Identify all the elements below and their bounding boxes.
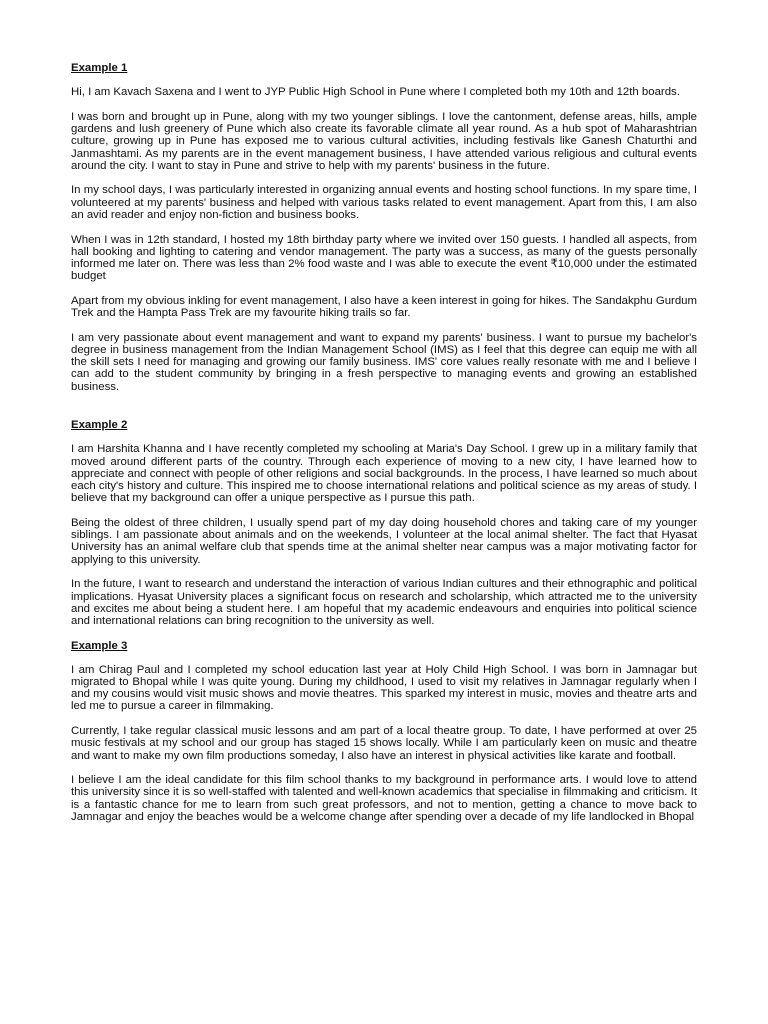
example-2-section xyxy=(71,419,697,627)
example-3-paragraph-1: I am Chirag Paul and I completed my school education last year at Holy Child High School. I was born in Jamnagar but migrated to Bhopal while I was quite young. During my childhood, I used to visit my relatives in Jamnagar regularly when I and my cousins would visit music shows and movie theatres. This sparked my interest in music, movies and theatre arts and led me to pursue a career in filmmaking. xyxy=(71,663,697,713)
example-1-section xyxy=(71,62,697,393)
example-1-paragraph-3: In my school days, I was particularly interested in organizing annual events and hosting school functions. In my spare time, I volunteered at my parents' business and helped with various tasks related to event management. Apart from this, I am also an avid reader and enjoy non-fiction and business books. xyxy=(71,184,697,221)
example-3-section xyxy=(71,640,697,823)
document-page xyxy=(71,62,697,836)
example-1-paragraph-2: I was born and brought up in Pune, along with my two younger siblings. I love the cantonment, defense areas, hills, ample gardens and lush greenery of Pune which also create its favorable climate all year round. As a hub spot of Maharashtrian culture, growing up in Pune has exposed me to various cultural activities, including festivals like Ganesh Chaturthi and Janmashtami. As my parents are in the event management business, I have attended various religious and cultural events around the city. I want to stay in Pune and strive to help with my parents' business in the future. xyxy=(71,110,697,172)
example-2-paragraph-3: In the future, I want to research and understand the interaction of various Indian cultures and their ethnographic and political implications. Hyasat University places a significant focus on research and scholarship, which attracted me to the university and excites me about being a student here. I am hopeful that my academic endeavours and enquiries into political science and international relations can bring recognition to the university as well. xyxy=(71,578,697,627)
example-1-heading: Example 1 xyxy=(71,62,128,74)
example-1-paragraph-4: When I was in 12th standard, I hosted my 18th birthday party where we invited over 150 guests. I handled all aspects, from hall booking and lighting to catering and vendor management. The party was a success, as many of the guests personally informed me later on. There was less than 2% food waste and I was able to execute the event ₹10,000 under the estimated budget xyxy=(71,233,697,283)
example-1-paragraph-6: I am very passionate about event management and want to expand my parents' business. I want to pursue my bachelor's degree in business management from the Indian Management School (IMS) as I feel that this degree can equip me with all the skill sets I need for managing and growing our family business. IMS' core values really resonate with me and I believe I can add to the student community by bringing in a fresh perspective to managing events and growing an established business. xyxy=(71,331,697,393)
example-1-paragraph-1: Hi, I am Kavach Saxena and I went to JYP Public High School in Pune where I completed both my 10th and 12th boards. xyxy=(71,86,680,99)
example-1-paragraph-5: Apart from my obvious inkling for event management, I also have a keen interest in going for hikes. The Sandakphu Gurdum Trek and the Hampta Pass Trek are my favourite hiking trails so far. xyxy=(71,294,697,320)
example-2-heading: Example 2 xyxy=(71,419,128,432)
example-3-paragraph-3: I believe I am the ideal candidate for this film school thanks to my background in performance arts. I would love to attend this university since it is so well-staffed with talented and well-known academics that specialise in filmmaking and criticism. It is a fantastic chance for me to learn from such great professors, and not to mention, getting a chance to move back to Jamnagar and enjoy the beaches would be a welcome change after spending over a decade of my life landlocked in Bhopal xyxy=(71,774,697,823)
example-3-heading: Example 3 xyxy=(71,639,128,652)
example-3-paragraph-2: Currently, I take regular classical music lessons and am part of a local theatre group. To date, I have performed at over 25 music festivals at my school and our group has staged 15 shows locally. While I am particularly keen on music and theatre and want to make my own film productions someday, I also have an interest in physical activities like karate and football. xyxy=(71,725,697,762)
example-2-paragraph-1: I am Harshita Khanna and I have recently completed my schooling at Maria's Day School. I grew up in a military family that moved around different parts of the country. Through each experience of moving to a new city, I have learned how to appreciate and connect with people of other religions and social backgrounds. In the process, I have learned so much about each city's history and culture. This inspired me to choose international relations and political science as my areas of study. I believe that my background can offer a unique perspective as I pursue this path. xyxy=(71,443,697,505)
example-2-paragraph-2: Being the oldest of three children, I usually spend part of my day doing household chores and taking care of my younger siblings. I am passionate about animals and on the weekends, I volunteer at the local animal shelter. The fact that Hyasat University has an animal welfare club that spends time at the animal shelter near campus was a major motivating factor for applying to this university. xyxy=(71,516,697,566)
section-spacer xyxy=(71,405,697,419)
